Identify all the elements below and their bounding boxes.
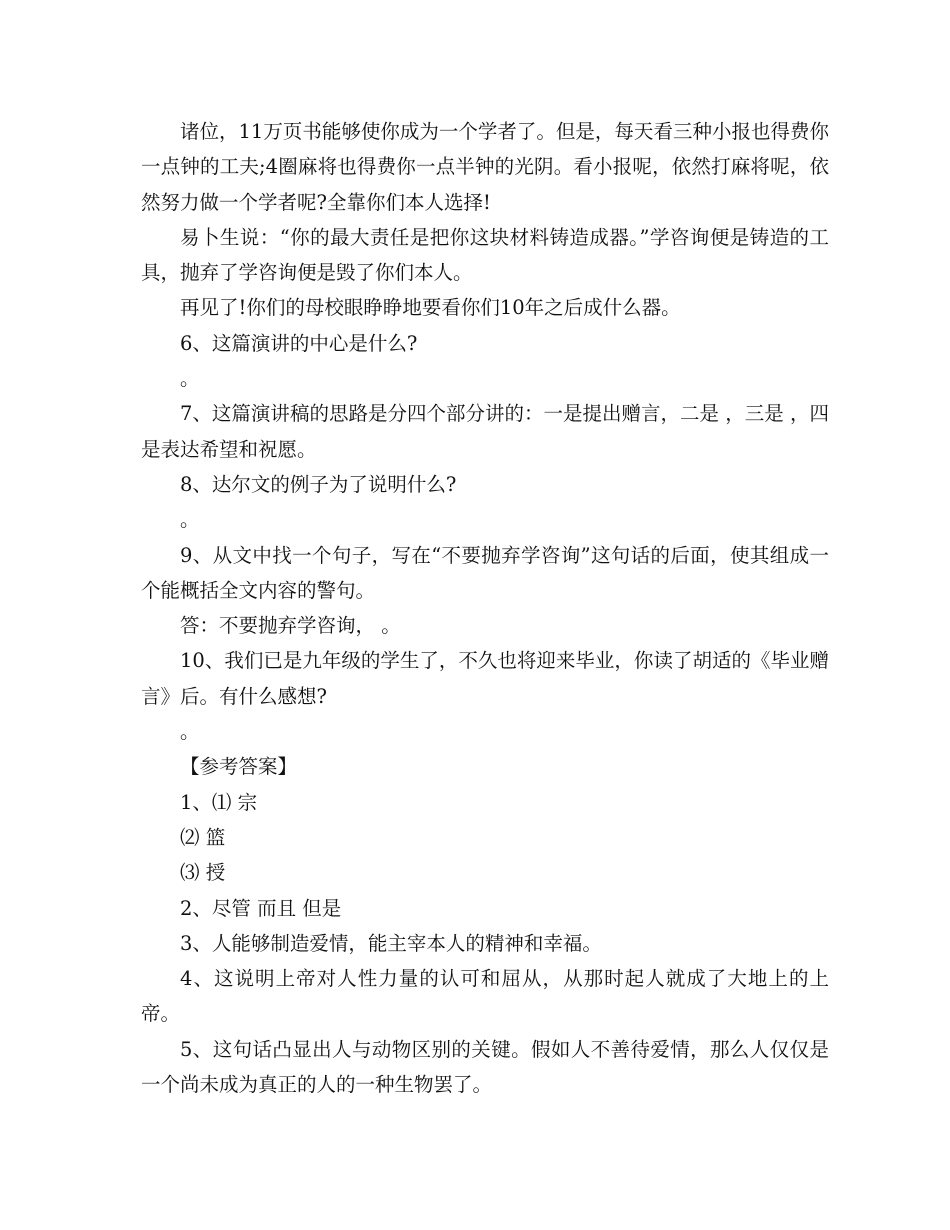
reference-answers-heading: 【参考答案】 <box>180 755 298 779</box>
answer-blank: 。 <box>180 720 200 744</box>
answer-3: 3、人能够制造爱情，能主宰本人的精神和幸福。 <box>180 931 602 955</box>
question-10: 10、我们已是九年级的学生了，不久也将迎来毕业，你读了胡适的《毕业赠言》后。有什么感想? <box>141 649 829 708</box>
answer-5: 5、这句话凸显出人与动物区别的关键。假如人不善待爱情，那么人仅仅是一个尚未成为真正的人的一种生物罢了。 <box>141 1037 829 1097</box>
answer-4: 4、这说明上帝对人性力量的认可和屈从，从那时起人就成了大地上的上帝。 <box>141 967 829 1026</box>
answer-2: 2、尽管 而且 但是 <box>180 896 342 920</box>
question-7: 7、这篇演讲稿的思路是分四个部分讲的：一是提出赠言，二是 ，三是 ，四是表达希望和祝愿。 <box>141 402 829 461</box>
body-paragraph: 再见了!你们的母校眼睁睁地要看你们10年之后成什么器。 <box>180 296 681 320</box>
question-9: 9、从文中找一个句子，写在“不要抛弃学咨询”这句话的后面，使其组成一个能概括全文内容的警句。 <box>141 543 829 602</box>
question-8: 8、达尔文的例子为了说明什么? <box>180 472 457 496</box>
answer-1-3: ⑶ 授 <box>180 861 226 885</box>
body-paragraph: 易卜生说：“你的最大责任是把你这块材料铸造成器。”学咨询便是铸造的工具，抛弃了学咨询便是毁了你们本人。 <box>141 225 829 285</box>
answer-1-2: ⑵ 篮 <box>180 825 226 849</box>
answer-1: 1、⑴ 宗 <box>180 790 258 814</box>
answer-blank: 。 <box>180 508 200 532</box>
answer-line: 答：不要抛弃学咨询， 。 <box>180 614 401 638</box>
answer-blank: 。 <box>180 367 200 391</box>
question-6: 6、这篇演讲的中心是什么? <box>180 331 418 355</box>
document-body <box>141 114 829 1102</box>
body-paragraph: 诸位，11万页书能够使你成为一个学者了。但是，每天看三种小报也得费你一点钟的工夫;4圈麻将也得费你一点半钟的光阴。看小报呢，依然打麻将呢，依然努力做一个学者呢?全靠你们本人选择! <box>141 120 829 214</box>
